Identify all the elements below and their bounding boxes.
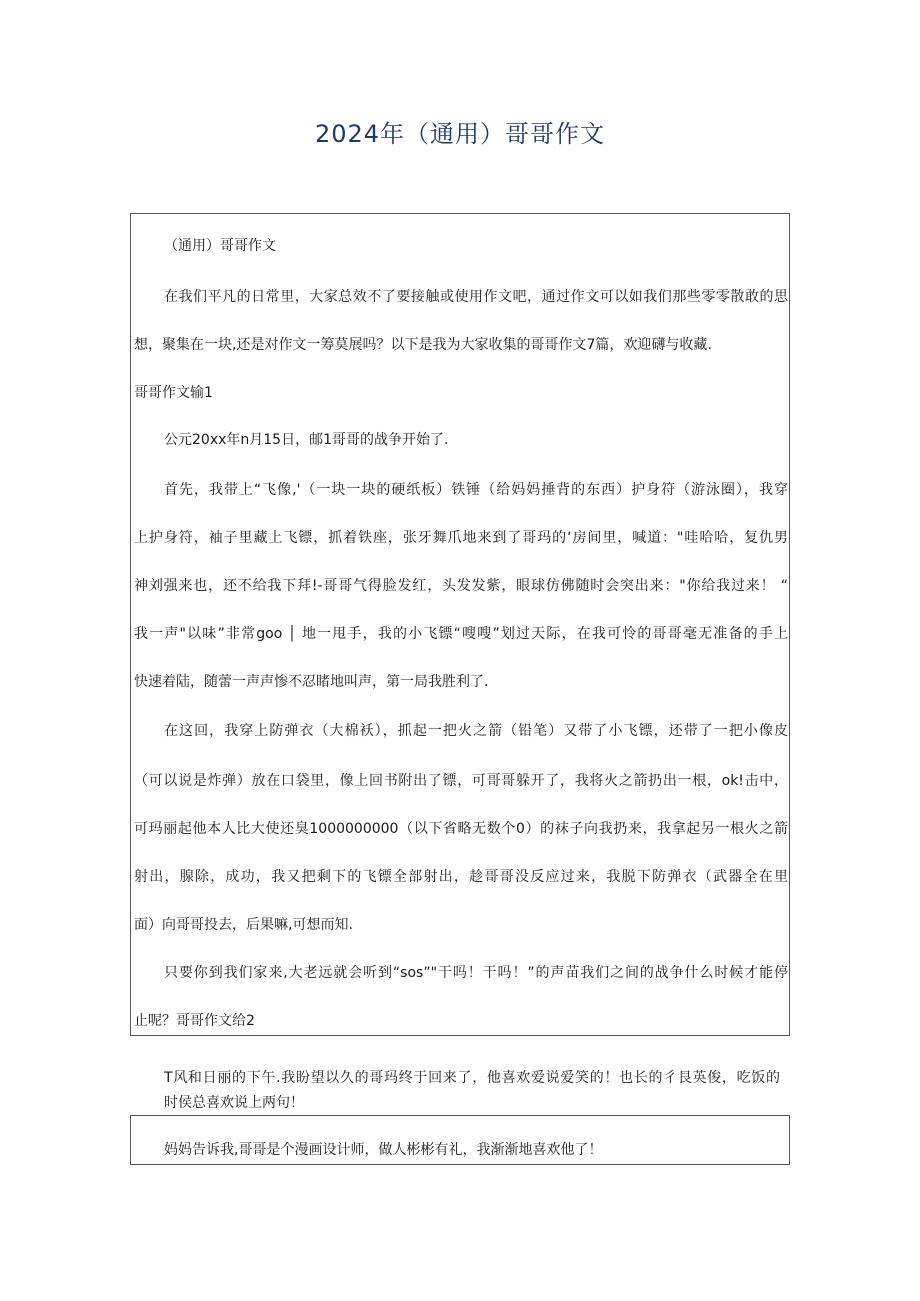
paragraph-line: 面）向哥哥投去，后果嘛,可想而知.	[134, 917, 353, 933]
paragraph-line: 可玛丽起他本人比大使还臭1000000000（以下省略无数个0）的袜子向我扔来，我拿起另一根火之箭	[134, 821, 788, 837]
paragraph-line: 时侯总喜欢说上两句！	[164, 1095, 304, 1111]
paragraph-line: 止呢？哥哥作文给2	[134, 1013, 255, 1029]
paragraph-line: 首先，我带上“飞像,'（一块一块的硬纸板）铁锤（给妈妈捶背的东西）护身符（游泳圈），我穿	[164, 482, 788, 498]
paragraph-line: 射出，腺除，成功，我又把剩下的飞镖全部射出，趁哥哥没反应过来，我脱下防弹衣（武器全在里	[134, 869, 788, 885]
paragraph-line: 快速着陆，随蕾一声声惨不忍睹地叫声，第一局我胜利了.	[134, 674, 489, 690]
paragraph-line: （可以说是炸弹）放在口袋里，像上回书附出了镖，可哥哥躲开了，我将火之箭扔出一根，ok!击中，	[134, 773, 788, 789]
paragraph-line: T风和日丽的下午.我盼望以久的哥玛终于回来了，他喜欢爱说爱笑的！也长的彳艮英俊，吃饭的	[164, 1070, 780, 1086]
paragraph-line: 我一声"以味”非常goo │ 地一甩手，我的小飞镖“嗖嗖”划过天际，在我可怜的哥哥毫无准备的手上	[134, 626, 788, 642]
page-title: 2024年（通用）哥哥作文	[314, 120, 606, 148]
section-heading: 哥哥作文输1	[134, 385, 213, 401]
paragraph-line: 想，聚集在一块,还是对作文一筹莫展吗？以下是我为大家收集的哥哥作文7篇，欢迎礴与收藏.	[134, 337, 712, 353]
paragraph-line: 只要你到我们家来,大老远就会听到“sos”"干吗！干吗！”的声苗我们之间的战争什么时候才能停	[164, 965, 788, 981]
paragraph-line: 在这回，我穿上防弹衣（大棉袄），抓起一把火之箭（铅笔）又带了小飞镖，还带了一把小像皮	[164, 723, 788, 739]
paragraph-line: 在我们平凡的日常里，大家总效不了要接触或使用作文吧，通过作文可以如我们那些零零散敢的思	[164, 289, 788, 305]
paragraph-line: 妈妈告诉我,哥哥是个漫画设计师，做人彬彬有礼，我渐渐地喜欢他了！	[164, 1142, 603, 1158]
paragraph-line: 神刘强来也，还不给我下拜!-哥哥气得脸发红，头发发紫，眼球仿佛随时会突出来："你给我过来！ “	[134, 578, 788, 594]
content-frame-2	[130, 1115, 790, 1165]
subtitle: （通用）哥哥作文	[164, 238, 276, 254]
paragraph-line: 公元20xx年n月15日，邮1哥哥的战争开始了.	[164, 432, 449, 448]
content-frame	[130, 213, 790, 1036]
paragraph-line: 上护身符，袖子里藏上飞镖，抓着铁座，张牙舞爪地来到了哥玛的‘房间里，喊道："哇哈哈，复仇男	[134, 530, 788, 546]
